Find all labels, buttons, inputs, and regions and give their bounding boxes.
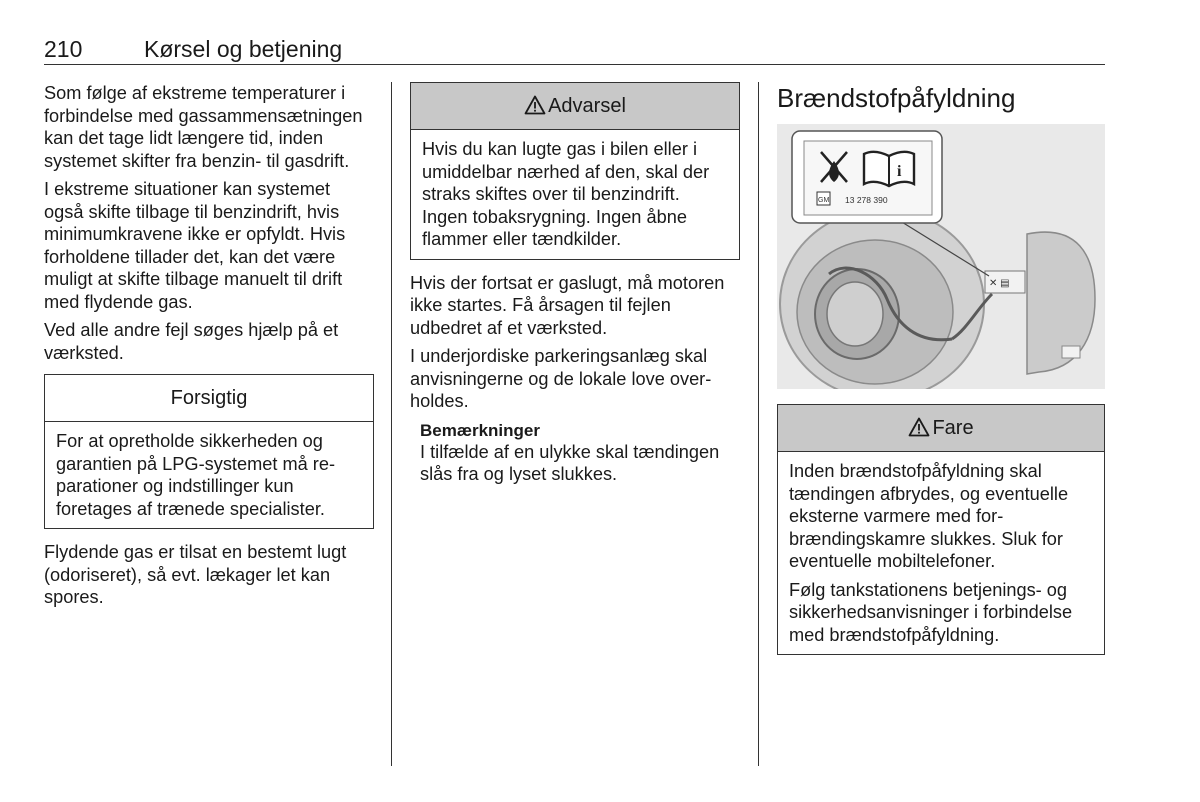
paragraph: Hvis der fortsat er gaslugt, må motoren ikke startes. Få årsagen til fejlen udbedret af et værksted. <box>410 272 725 338</box>
section-title: Kørsel og betjening <box>144 36 343 62</box>
danger-title: Fare <box>932 417 974 439</box>
warning-triangle-icon <box>908 408 930 454</box>
note-text: I tilfælde af en ulykke skal tændingen slås fra og lyset slukkes. <box>420 441 720 484</box>
warning-text: Hvis du kan lugte gas i bilen eller i umiddelbar nærhed af den, skal der straks skiftes over til benzindrift. Ingen tobaksrygning. Ingen åbne flammer eller tændkilder. <box>422 139 710 249</box>
danger-box <box>777 404 1105 655</box>
column-divider-1 <box>391 82 392 766</box>
warning-title: Advarsel <box>548 95 626 117</box>
fuel-filler-figure <box>777 124 1105 389</box>
paragraph: I ekstreme situationer kan systemet også skifte tilbage til benzindrift, hvis minimumkravene ikke er opfyldt. Hvis forholdene tillader det, kan det være muligt at skifte tilbage manuelt til drift med flydende gas. <box>44 179 346 312</box>
caution-text: For at opretholde sikkerheden og garantien på LPG-systemet må reparationer og indstillinger kun foretages af trænede specialister. <box>56 431 335 519</box>
column-divider-2 <box>758 82 759 766</box>
warning-box <box>410 82 740 260</box>
paragraph: Flydende gas er tilsat en bestemt lugt (odoriseret), så evt. lækager let kan spores. <box>44 542 347 607</box>
figure-label-code: 13 278 390 <box>845 195 888 205</box>
paragraph: I underjordiske parkeringsanlæg skal anvisningerne og de lokale love overholdes. <box>410 346 712 411</box>
note-title: Bemærkninger <box>420 420 540 440</box>
svg-text:i: i <box>897 163 902 180</box>
caution-box <box>44 374 374 529</box>
page-header <box>44 36 1105 65</box>
danger-header <box>778 405 1104 452</box>
svg-text:✕ ▤: ✕ ▤ <box>989 278 1010 289</box>
page-number: 210 <box>44 36 83 62</box>
danger-text: Inden brændstofpåfyldning skal tændingen afbrydes, og eventuelle eksterne varmere med forbrændingskamre slukkes. Sluk for eventuelle mobiltelefoner. <box>789 461 1069 571</box>
paragraph: Som følge af ekstreme temperaturer i forbindelse med gassammensætningen kan det tage lidt længere tid, inden systemet skifter fra benzin- til gasdrift. <box>44 83 363 171</box>
danger-text: Følg tankstationens betjenings- og sikkerhedsanvisninger i forbindelse med brændstofpåfyldning. <box>789 579 1073 645</box>
column-2 <box>410 82 740 486</box>
column-3 <box>777 82 1105 667</box>
caution-title: Forsigtig <box>45 375 373 422</box>
warning-triangle-icon <box>524 86 546 132</box>
column-1 <box>44 82 374 615</box>
paragraph: Ved alle andre fejl søges hjælp på et værksted. <box>44 320 339 363</box>
figure-logo: GM <box>818 197 830 204</box>
refuelling-heading: Brændstofpåfyldning <box>777 83 1016 113</box>
warning-header <box>411 83 739 130</box>
